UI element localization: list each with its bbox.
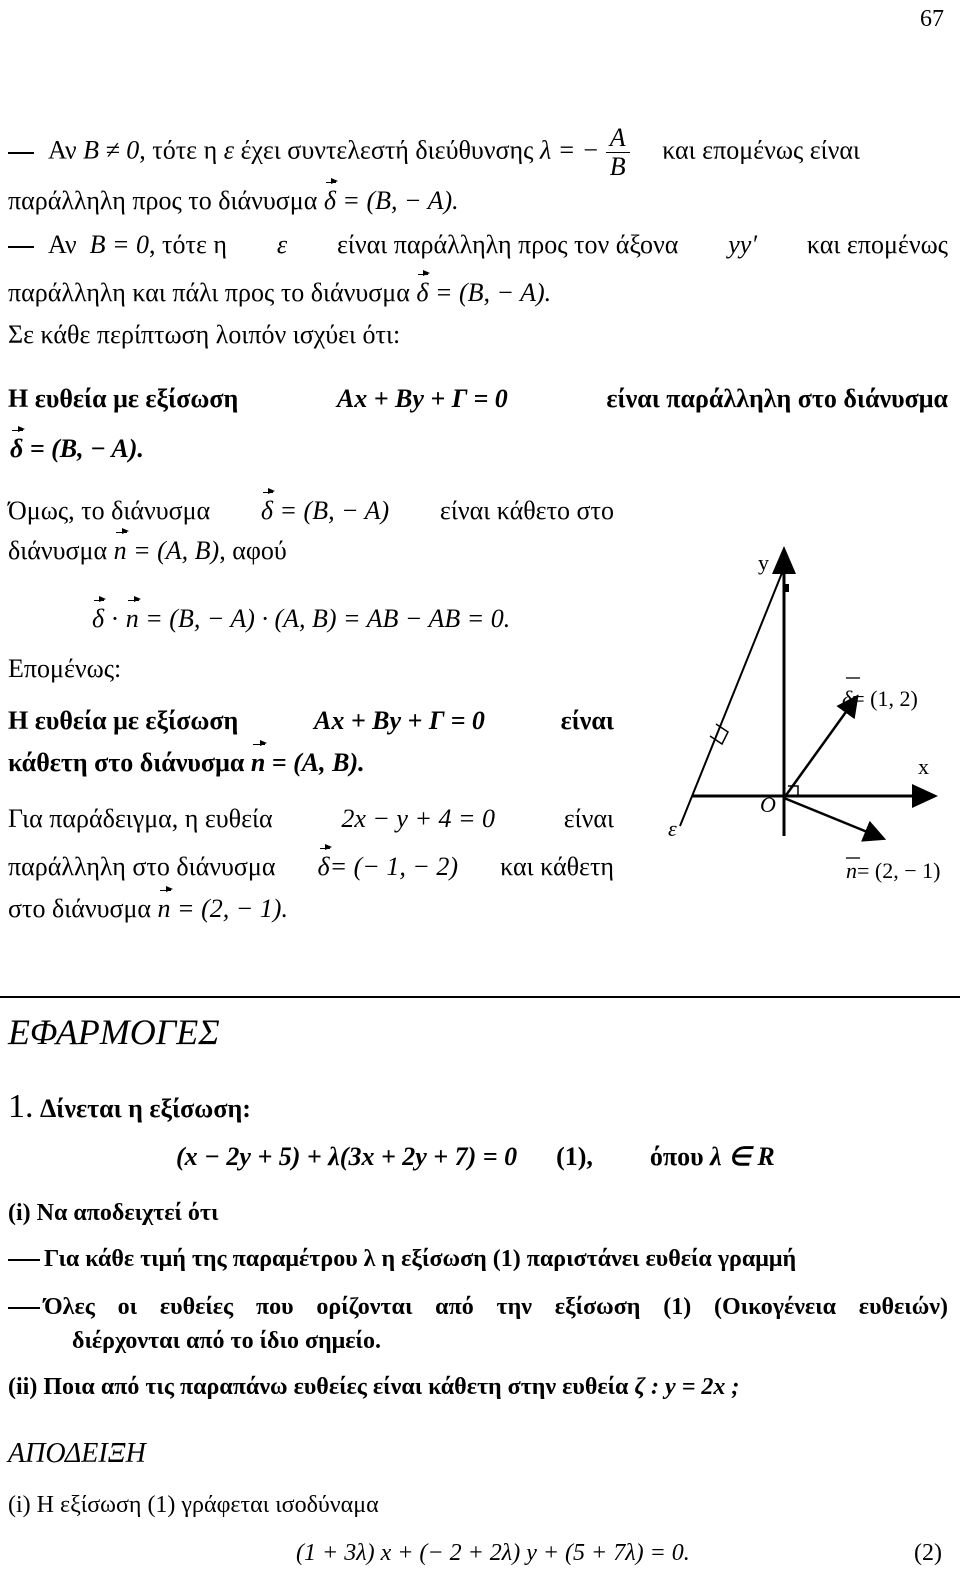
n-label: [846, 858, 940, 883]
text: , αφού: [219, 536, 287, 565]
vector-delta: δ: [92, 604, 105, 633]
text: είναι παράλληλη στο διάνυσμα: [606, 384, 948, 413]
proof-line1: (i) Η εξίσωση (1) γράφεται ισοδύναμα: [8, 1492, 379, 1518]
delta-label: [842, 686, 918, 711]
vector-delta: δ: [260, 496, 273, 525]
text: και επομένως: [806, 230, 948, 259]
vector-n: n: [157, 894, 171, 923]
math-cond: B ≠ 0: [83, 135, 140, 165]
delta-symbol: δ: [842, 686, 853, 711]
text: και επομένως είναι: [662, 135, 861, 165]
text: είναι κάθετο στο: [439, 496, 614, 525]
text: παράλληλη και πάλι προς το διάνυσμα: [8, 278, 410, 307]
text: Όλες οι ευθείες που ορίζονται από την εξίσωση (1) (Οικογένεια ευθειών): [44, 1294, 948, 1320]
x-axis-label: x: [918, 754, 929, 779]
text: στο διάνυσμα: [8, 894, 152, 923]
frac-den: B: [609, 152, 626, 181]
n-vector-arrow: [784, 798, 882, 838]
math-zeta: ζ: [634, 1374, 646, 1400]
dot-operator: ·: [110, 604, 120, 633]
part-i: (i) Να αποδειχτεί ότι: [8, 1200, 219, 1226]
text: Η ευθεία με εξίσωση: [8, 384, 239, 413]
vector-n: n: [250, 748, 266, 777]
theorem1-line2: [10, 434, 144, 464]
text: παράλληλη στο διάνυσμα: [8, 852, 276, 881]
text: Όμως, το διάνυσμα: [8, 496, 211, 525]
math-equation: (x − 2y + 5) + λ(3x + 2y + 7) = 0: [176, 1142, 518, 1171]
math-expr: = (B, − A): [279, 496, 390, 525]
theorem2-line2: [8, 748, 365, 778]
text: Αν: [48, 230, 77, 259]
vector-n: n: [125, 604, 139, 633]
math-expr: = (2, − 1).: [177, 894, 288, 923]
proof-eq2: [296, 1538, 690, 1568]
delta-vector-arrow: [784, 698, 856, 798]
vector-delta: δ: [416, 278, 429, 307]
text: όπου: [649, 1142, 704, 1171]
fraction-a-over-b: [606, 124, 630, 181]
n-symbol: n: [846, 858, 857, 883]
y-axis-label: y: [758, 550, 769, 575]
epsilon-label: ε: [668, 816, 677, 841]
exercise1-equation: [176, 1142, 775, 1172]
math-expr: = (B, − A).: [342, 186, 459, 215]
text: είναι: [560, 706, 614, 735]
dash-bullet: [8, 1259, 40, 1261]
exercise1-header: [8, 1088, 251, 1125]
vector-delta: δ: [10, 434, 24, 463]
section-divider: [0, 996, 960, 998]
bullet2-line1: [8, 1292, 948, 1322]
theorem2-line1: [8, 706, 614, 736]
text: είναι παράλληλη προς τον άξονα: [336, 230, 679, 259]
dot-product-line: [92, 604, 510, 634]
however-line2: [8, 536, 287, 566]
bullet1: [8, 1244, 796, 1274]
proof-title: ΑΠΟΔΕΙΞΗ: [8, 1438, 146, 1469]
math-eq: Ax + By + Γ = 0: [313, 706, 485, 735]
para1-line2: [8, 186, 459, 216]
therefore-line: Επομένως:: [8, 654, 122, 683]
example-line3: [8, 894, 288, 924]
text: παράλληλη προς το διάνυσμα: [8, 186, 318, 215]
math-expr: : y = 2x ;: [651, 1374, 740, 1400]
math-cond: B = 0: [89, 230, 150, 259]
summary-line: Σε κάθε περίπτωση λοιπόν ισχύει ότι:: [8, 320, 401, 349]
part-ii: [8, 1372, 739, 1402]
however-line1: [8, 496, 614, 526]
text: κάθετη στο διάνυσμα: [8, 748, 245, 777]
text: είναι: [563, 804, 614, 833]
x-axis-arrow-icon: [912, 784, 938, 808]
text: , τότε η: [149, 230, 227, 259]
page-number: 67: [920, 6, 944, 32]
eq2-label: (2): [914, 1540, 942, 1566]
para2-line1: [8, 230, 948, 260]
dash-bullet: [8, 246, 34, 248]
text: και κάθετη: [500, 852, 614, 881]
example-line1: [8, 804, 614, 834]
dash-bullet: [8, 1307, 40, 1309]
math-expr: = (A, B).: [271, 748, 365, 777]
vector-figure: [620, 540, 960, 940]
theorem1-line1: [8, 384, 948, 414]
para2-line2: [8, 278, 551, 308]
bullet2-line2: διέρχονται από το ίδιο σημείο.: [72, 1328, 381, 1354]
math-eq: Ax + By + Γ = 0: [336, 384, 508, 413]
math-expr: = (A, B): [133, 536, 220, 565]
delta-expr: = (1, 2): [852, 686, 918, 711]
math-lambda: λ = −: [539, 135, 600, 165]
example-line2: [8, 852, 614, 882]
frac-num: A: [606, 124, 630, 153]
math-eq: 2x − y + 4 = 0: [341, 804, 496, 833]
equation-label: (1),: [556, 1142, 593, 1171]
text: Για παράδειγμα, η ευθεία: [8, 804, 273, 833]
math-equation: (1 + 3λ) x + (− 2 + 2λ) y + (5 + 7λ) = 0.: [296, 1540, 690, 1566]
para1-line1: [8, 124, 860, 181]
vector-delta: δ: [317, 852, 330, 881]
text: έχει συντελεστή διεύθυνσης: [240, 135, 534, 165]
text: Αν: [48, 135, 77, 165]
origin-label: O: [760, 792, 776, 817]
math-eps: ε: [276, 230, 288, 259]
exercise-number: 1.: [8, 1088, 34, 1125]
dash-bullet: [8, 152, 34, 154]
math-expr: = (B, − A) · (A, B) = AB − AB = 0.: [145, 604, 511, 633]
math-expr: = (B, − A).: [434, 278, 552, 307]
math-expr: = (B, − A).: [29, 434, 144, 463]
n-expr: = (2, − 1): [857, 858, 941, 883]
math-expr: = (− 1, − 2): [329, 852, 459, 881]
line-epsilon: [680, 558, 788, 826]
text: Η ευθεία με εξίσωση: [8, 706, 239, 735]
text: διάνυσμα: [8, 536, 108, 565]
exercise-prompt: Δίνεται η εξίσωση:: [40, 1094, 251, 1123]
applications-title: ΕΦΑΡΜΟΓΕΣ: [8, 1012, 220, 1052]
text: (ii) Ποια από τις παραπάνω ευθείες είναι κάθετη στην ευθεία: [8, 1374, 629, 1400]
math-axis: yy′: [728, 230, 758, 259]
math-lambda-in-r: λ ∈ R: [710, 1142, 775, 1171]
math-eps: ε: [223, 135, 234, 165]
text: , τότε η: [139, 135, 218, 165]
text: Για κάθε τιμή της παραμέτρου λ η εξίσωση (1) παριστάνει ευθεία γραμμή: [44, 1246, 797, 1272]
vector-delta: δ: [323, 186, 336, 215]
vector-n: n: [113, 536, 127, 565]
